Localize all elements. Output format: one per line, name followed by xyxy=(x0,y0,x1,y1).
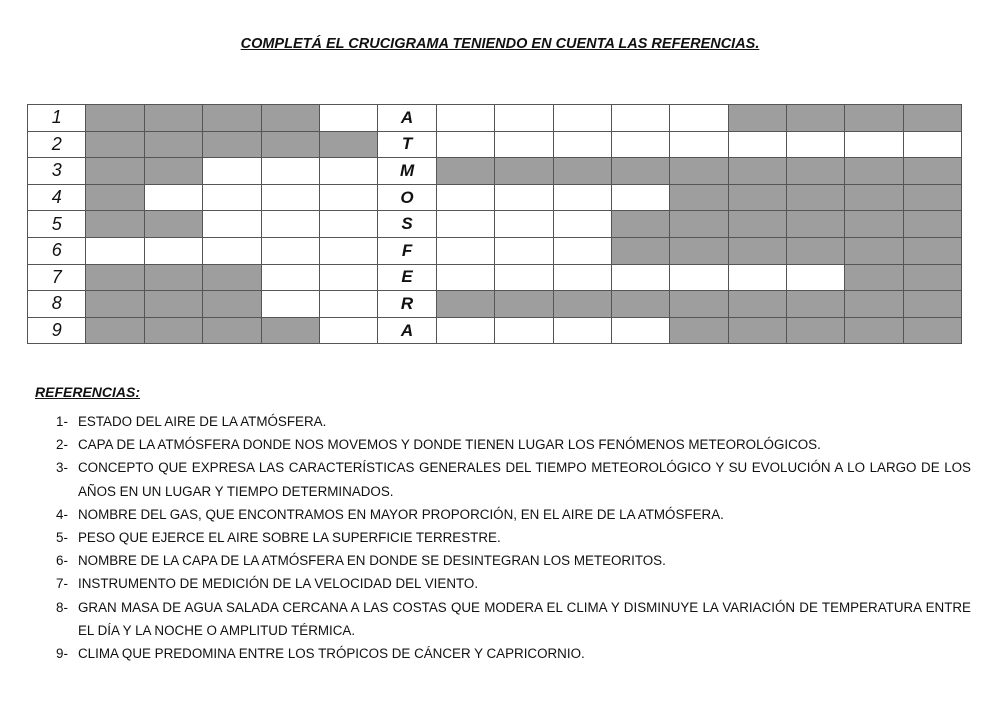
blocked-cell xyxy=(261,131,319,158)
blocked-cell xyxy=(903,184,961,211)
blocked-cell xyxy=(787,211,845,238)
reference-number: 9- xyxy=(56,646,68,662)
reference-number: 3- xyxy=(56,460,68,476)
answer-cell[interactable] xyxy=(611,264,669,291)
answer-cell[interactable] xyxy=(670,105,728,132)
blocked-cell xyxy=(203,317,261,344)
answer-cell[interactable] xyxy=(261,158,319,185)
answer-cell[interactable] xyxy=(203,237,261,264)
answer-cell[interactable] xyxy=(495,131,553,158)
row-number: 4 xyxy=(28,184,86,211)
blocked-cell xyxy=(144,105,202,132)
key-letter-cell: T xyxy=(378,131,436,158)
blocked-cell xyxy=(611,211,669,238)
answer-cell[interactable] xyxy=(436,105,494,132)
references-list xyxy=(56,410,971,665)
answer-cell[interactable] xyxy=(611,131,669,158)
reference-item xyxy=(56,596,971,642)
blocked-cell xyxy=(903,264,961,291)
answer-cell[interactable] xyxy=(436,264,494,291)
reference-text: PESO QUE EJERCE EL AIRE SOBRE LA SUPERFICIE TERRESTRE. xyxy=(78,530,501,546)
answer-cell[interactable] xyxy=(495,317,553,344)
reference-text: NOMBRE DE LA CAPA DE LA ATMÓSFERA EN DONDE SE DESINTEGRAN LOS METEORITOS. xyxy=(78,553,666,569)
blocked-cell xyxy=(203,131,261,158)
answer-cell[interactable] xyxy=(319,237,377,264)
crossword-grid xyxy=(27,104,962,344)
answer-cell[interactable] xyxy=(319,105,377,132)
answer-cell[interactable] xyxy=(670,131,728,158)
answer-cell[interactable] xyxy=(436,131,494,158)
page-title: COMPLETÁ EL CRUCIGRAMA TENIENDO EN CUENTA LAS REFERENCIAS. xyxy=(240,36,760,52)
reference-item xyxy=(56,503,971,526)
crossword-row xyxy=(28,158,962,185)
answer-cell[interactable] xyxy=(319,264,377,291)
crossword-row xyxy=(28,184,962,211)
reference-item xyxy=(56,433,971,456)
blocked-cell xyxy=(319,131,377,158)
blocked-cell xyxy=(845,158,903,185)
answer-cell[interactable] xyxy=(670,264,728,291)
blocked-cell xyxy=(261,105,319,132)
reference-item xyxy=(56,526,971,549)
answer-cell[interactable] xyxy=(495,184,553,211)
answer-cell[interactable] xyxy=(319,184,377,211)
answer-cell[interactable] xyxy=(553,105,611,132)
answer-cell[interactable] xyxy=(611,105,669,132)
blocked-cell xyxy=(728,291,786,318)
answer-cell[interactable] xyxy=(495,264,553,291)
reference-number: 4- xyxy=(56,506,68,522)
blocked-cell xyxy=(144,131,202,158)
blocked-cell xyxy=(845,317,903,344)
blocked-cell xyxy=(144,158,202,185)
blocked-cell xyxy=(728,317,786,344)
key-letter-cell: R xyxy=(378,291,436,318)
blocked-cell xyxy=(553,158,611,185)
blocked-cell xyxy=(845,291,903,318)
blocked-cell xyxy=(203,105,261,132)
blocked-cell xyxy=(495,158,553,185)
reference-text: CONCEPTO QUE EXPRESA LAS CARACTERÍSTICAS GENERALES DEL TIEMPO METEOROLÓGICO Y SU EVOLUCIÓN A LO LARGO DE LOS AÑOS EN UN LUGAR Y TIEMPO DETERMINADOS. xyxy=(78,460,971,499)
blocked-cell xyxy=(203,264,261,291)
reference-text: NOMBRE DEL GAS, QUE ENCONTRAMOS EN MAYOR PROPORCIÓN, EN EL AIRE DE LA ATMÓSFERA. xyxy=(78,506,724,522)
answer-cell[interactable] xyxy=(86,237,144,264)
blocked-cell xyxy=(903,237,961,264)
blocked-cell xyxy=(144,264,202,291)
blocked-cell xyxy=(728,105,786,132)
reference-item xyxy=(56,456,971,502)
blocked-cell xyxy=(903,291,961,318)
answer-cell[interactable] xyxy=(436,211,494,238)
blocked-cell xyxy=(86,264,144,291)
row-number: 2 xyxy=(28,131,86,158)
blocked-cell xyxy=(903,105,961,132)
answer-cell[interactable] xyxy=(319,317,377,344)
blocked-cell xyxy=(728,158,786,185)
answer-cell[interactable] xyxy=(845,131,903,158)
blocked-cell xyxy=(436,291,494,318)
row-number: 1 xyxy=(28,105,86,132)
blocked-cell xyxy=(86,291,144,318)
reference-number: 5- xyxy=(56,530,68,546)
answer-cell[interactable] xyxy=(611,184,669,211)
blocked-cell xyxy=(86,131,144,158)
blocked-cell xyxy=(728,211,786,238)
crossword-row xyxy=(28,105,962,132)
answer-cell[interactable] xyxy=(553,211,611,238)
references-title: REFERENCIAS: xyxy=(35,384,141,400)
blocked-cell xyxy=(787,184,845,211)
blocked-cell xyxy=(144,317,202,344)
key-letter-cell: M xyxy=(378,158,436,185)
answer-cell[interactable] xyxy=(261,211,319,238)
answer-cell[interactable] xyxy=(903,131,961,158)
answer-cell[interactable] xyxy=(728,264,786,291)
answer-cell[interactable] xyxy=(261,237,319,264)
answer-cell[interactable] xyxy=(261,291,319,318)
row-number: 3 xyxy=(28,158,86,185)
row-number: 7 xyxy=(28,264,86,291)
blocked-cell xyxy=(670,184,728,211)
blocked-cell xyxy=(144,211,202,238)
reference-text: ESTADO DEL AIRE DE LA ATMÓSFERA. xyxy=(78,414,327,429)
key-letter-cell: O xyxy=(378,184,436,211)
answer-cell[interactable] xyxy=(319,291,377,318)
answer-cell[interactable] xyxy=(319,211,377,238)
reference-number: 7- xyxy=(56,576,68,592)
answer-cell[interactable] xyxy=(436,317,494,344)
answer-cell[interactable] xyxy=(553,264,611,291)
key-letter-cell: A xyxy=(378,317,436,344)
answer-cell[interactable] xyxy=(319,158,377,185)
blocked-cell xyxy=(903,158,961,185)
blocked-cell xyxy=(787,237,845,264)
reference-number: 1- xyxy=(56,414,68,429)
crossword-row xyxy=(28,211,962,238)
answer-cell[interactable] xyxy=(436,184,494,211)
blocked-cell xyxy=(903,211,961,238)
answer-cell[interactable] xyxy=(203,184,261,211)
answer-cell[interactable] xyxy=(495,211,553,238)
reference-text: CLIMA QUE PREDOMINA ENTRE LOS TRÓPICOS DE CÁNCER Y CAPRICORNIO. xyxy=(78,646,585,662)
crossword-row xyxy=(28,291,962,318)
blocked-cell xyxy=(86,211,144,238)
blocked-cell xyxy=(611,158,669,185)
blocked-cell xyxy=(845,237,903,264)
blocked-cell xyxy=(144,291,202,318)
blocked-cell xyxy=(845,264,903,291)
blocked-cell xyxy=(787,291,845,318)
blocked-cell xyxy=(670,317,728,344)
row-number: 6 xyxy=(28,237,86,264)
blocked-cell xyxy=(728,184,786,211)
key-letter-cell: A xyxy=(378,105,436,132)
reference-number: 6- xyxy=(56,553,68,569)
answer-cell[interactable] xyxy=(203,211,261,238)
blocked-cell xyxy=(86,158,144,185)
row-number: 9 xyxy=(28,317,86,344)
reference-number: 8- xyxy=(56,599,68,615)
crossword-row xyxy=(28,317,962,344)
answer-cell[interactable] xyxy=(611,317,669,344)
answer-cell[interactable] xyxy=(728,131,786,158)
blocked-cell xyxy=(203,291,261,318)
reference-item xyxy=(56,572,971,595)
row-number: 5 xyxy=(28,211,86,238)
crossword-row xyxy=(28,237,962,264)
answer-cell[interactable] xyxy=(553,131,611,158)
blocked-cell xyxy=(845,105,903,132)
blocked-cell xyxy=(670,158,728,185)
blocked-cell xyxy=(495,291,553,318)
blocked-cell xyxy=(787,317,845,344)
blocked-cell xyxy=(845,184,903,211)
reference-text: INSTRUMENTO DE MEDICIÓN DE LA VELOCIDAD DEL VIENTO. xyxy=(78,576,479,592)
answer-cell[interactable] xyxy=(495,105,553,132)
blocked-cell xyxy=(670,291,728,318)
blocked-cell xyxy=(903,317,961,344)
blocked-cell xyxy=(845,211,903,238)
answer-cell[interactable] xyxy=(203,158,261,185)
reference-item xyxy=(56,642,971,665)
blocked-cell xyxy=(670,237,728,264)
row-number: 8 xyxy=(28,291,86,318)
answer-cell[interactable] xyxy=(436,237,494,264)
blocked-cell xyxy=(670,211,728,238)
key-letter-cell: E xyxy=(378,264,436,291)
answer-cell[interactable] xyxy=(553,184,611,211)
answer-cell[interactable] xyxy=(144,184,202,211)
blocked-cell xyxy=(787,105,845,132)
blocked-cell xyxy=(611,291,669,318)
answer-cell[interactable] xyxy=(787,131,845,158)
blocked-cell xyxy=(261,317,319,344)
answer-cell[interactable] xyxy=(495,237,553,264)
blocked-cell xyxy=(86,105,144,132)
key-letter-cell: F xyxy=(378,237,436,264)
answer-cell[interactable] xyxy=(144,237,202,264)
answer-cell[interactable] xyxy=(787,264,845,291)
blocked-cell xyxy=(728,237,786,264)
blocked-cell xyxy=(86,317,144,344)
answer-cell[interactable] xyxy=(553,237,611,264)
blocked-cell xyxy=(611,237,669,264)
answer-cell[interactable] xyxy=(553,317,611,344)
blocked-cell xyxy=(86,184,144,211)
reference-number: 2- xyxy=(56,437,68,453)
crossword-row xyxy=(28,131,962,158)
crossword-row xyxy=(28,264,962,291)
reference-text: GRAN MASA DE AGUA SALADA CERCANA A LAS COSTAS QUE MODERA EL CLIMA Y DISMINUYE LA VARIACIÓN DE TEMPERATURA ENTRE EL DÍA Y LA NOCHE O AMPLITUD TÉRMICA. xyxy=(78,599,971,638)
answer-cell[interactable] xyxy=(261,184,319,211)
blocked-cell xyxy=(553,291,611,318)
blocked-cell xyxy=(787,158,845,185)
reference-item xyxy=(56,549,971,572)
answer-cell[interactable] xyxy=(261,264,319,291)
reference-item xyxy=(56,410,971,433)
reference-text: CAPA DE LA ATMÓSFERA DONDE NOS MOVEMOS Y DONDE TIENEN LUGAR LOS FENÓMENOS METEOROLÓGICOS. xyxy=(78,437,821,453)
blocked-cell xyxy=(436,158,494,185)
key-letter-cell: S xyxy=(378,211,436,238)
